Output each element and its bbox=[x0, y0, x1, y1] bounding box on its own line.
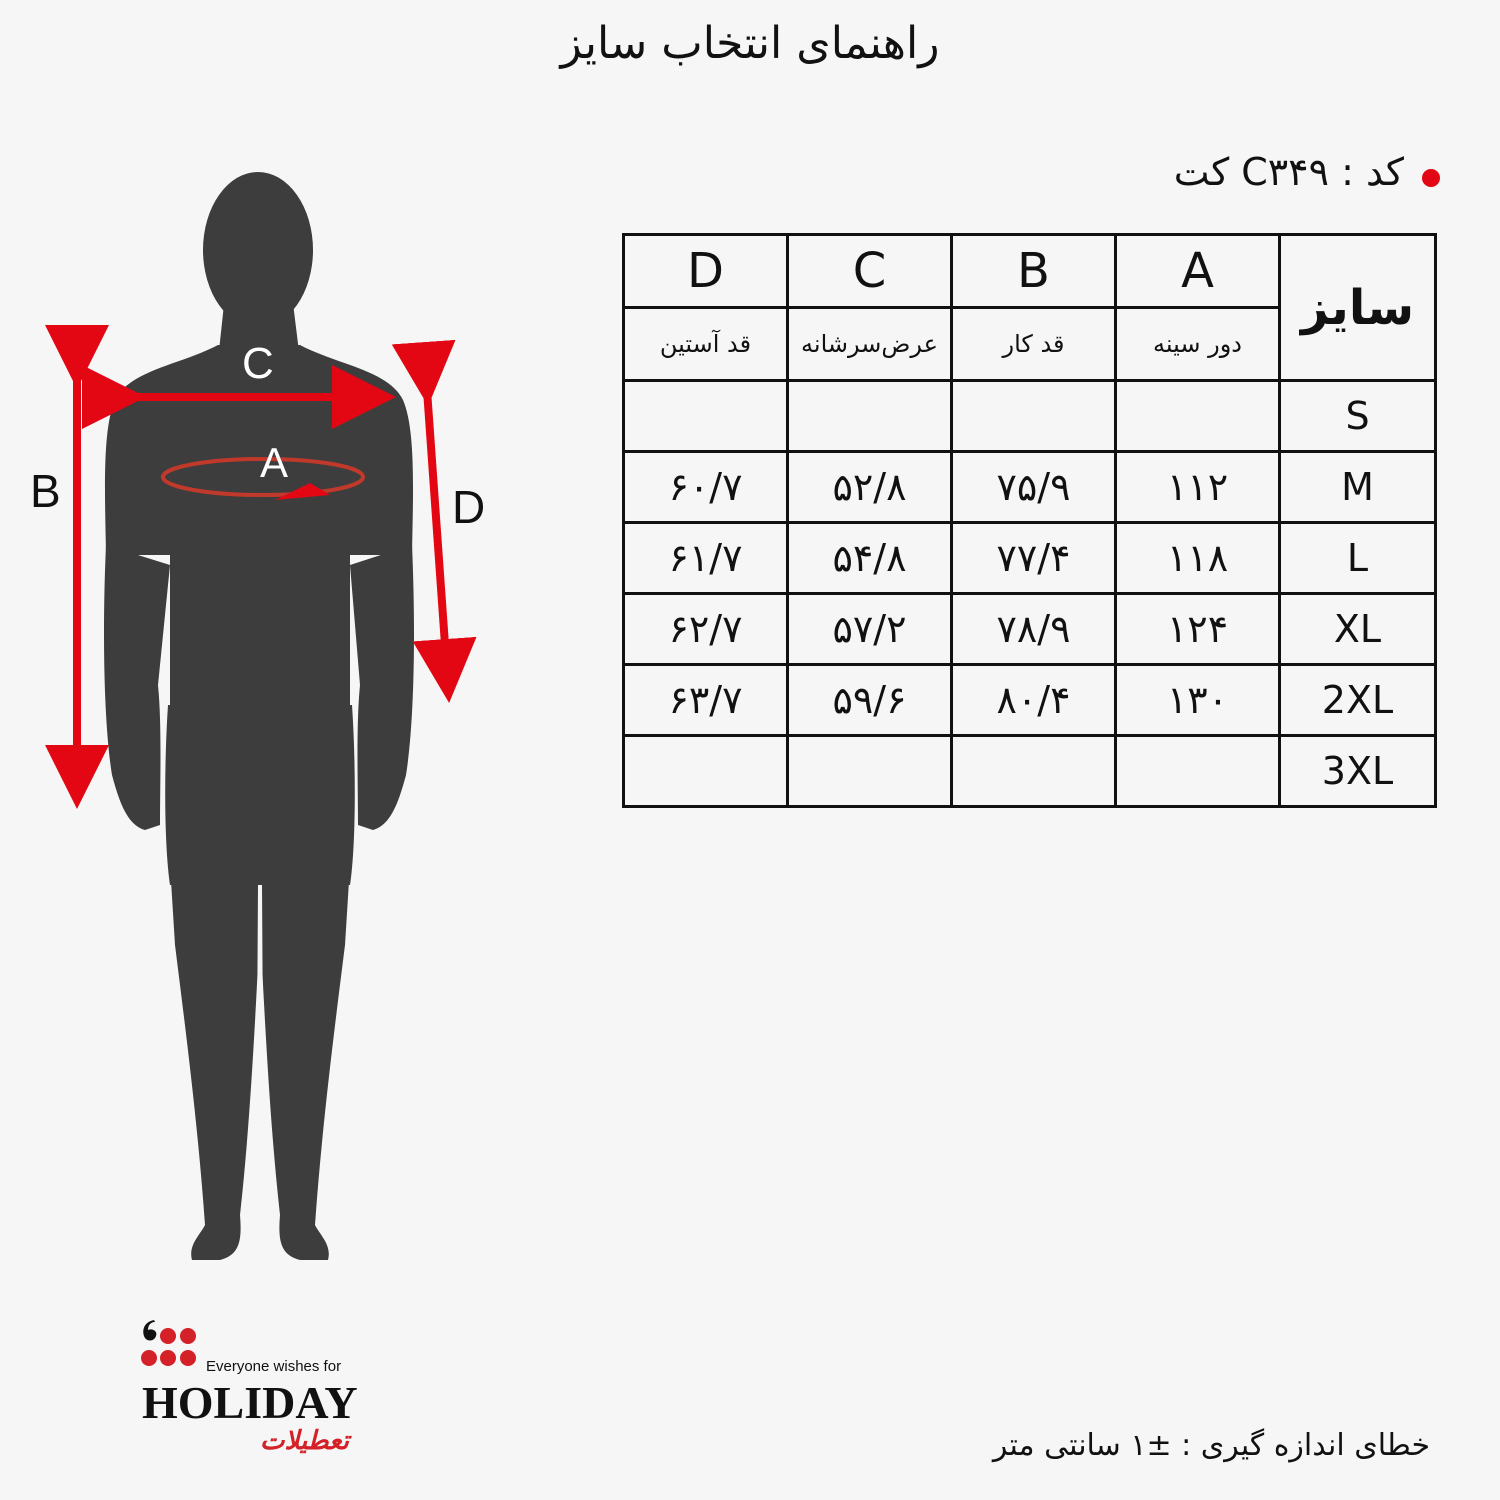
cell-c bbox=[788, 736, 952, 807]
col-label-sleeve: قد آستین bbox=[624, 308, 788, 381]
col-letter-a: A bbox=[1116, 235, 1280, 308]
bullet-dot-icon bbox=[1422, 169, 1440, 187]
cell-size: L bbox=[1280, 523, 1436, 594]
cell-a: ۱۱۸ bbox=[1116, 523, 1280, 594]
cell-a bbox=[1116, 736, 1280, 807]
cell-c bbox=[788, 381, 952, 452]
cell-b: ۷۷/۴ bbox=[952, 523, 1116, 594]
cell-d bbox=[624, 736, 788, 807]
cell-c: ۵۲/۸ bbox=[788, 452, 952, 523]
table-row bbox=[624, 665, 1436, 736]
cell-b bbox=[952, 736, 1116, 807]
cell-d: ۶۳/۷ bbox=[624, 665, 788, 736]
table-header-row bbox=[624, 235, 1436, 308]
cell-b bbox=[952, 381, 1116, 452]
logo-brand-fa: تعطیلات bbox=[260, 1426, 349, 1456]
cell-size: S bbox=[1280, 381, 1436, 452]
col-letter-d: D bbox=[624, 235, 788, 308]
page-title: راهنمای انتخاب سایز bbox=[560, 18, 940, 69]
cell-d: ۶۱/۷ bbox=[624, 523, 788, 594]
col-label-length: قد کار bbox=[952, 308, 1116, 381]
cell-size: 2XL bbox=[1280, 665, 1436, 736]
table-row bbox=[624, 452, 1436, 523]
logo-dots-icon bbox=[140, 1320, 206, 1376]
table-row bbox=[624, 736, 1436, 807]
cell-a bbox=[1116, 381, 1280, 452]
cell-c: ۵۹/۶ bbox=[788, 665, 952, 736]
label-c: C bbox=[242, 339, 274, 388]
cell-b: ۷۸/۹ bbox=[952, 594, 1116, 665]
cell-c: ۵۴/۸ bbox=[788, 523, 952, 594]
holiday-logo bbox=[140, 1320, 380, 1460]
product-code: کد : C۳۴۹ کت bbox=[1173, 150, 1404, 194]
col-label-shoulder: عرض‌سرشانه bbox=[788, 308, 952, 381]
cell-b: ۸۰/۴ bbox=[952, 665, 1116, 736]
table-row bbox=[624, 523, 1436, 594]
cell-a: ۱۱۲ bbox=[1116, 452, 1280, 523]
cell-a: ۱۲۴ bbox=[1116, 594, 1280, 665]
col-label-chest: دور سینه bbox=[1116, 308, 1280, 381]
table-row bbox=[624, 594, 1436, 665]
cell-c: ۵۷/۲ bbox=[788, 594, 952, 665]
cell-a: ۱۳۰ bbox=[1116, 665, 1280, 736]
cell-b: ۷۵/۹ bbox=[952, 452, 1116, 523]
col-letter-b: B bbox=[952, 235, 1116, 308]
product-code-line bbox=[1174, 150, 1440, 194]
table-row bbox=[624, 381, 1436, 452]
body-measurement-figure bbox=[20, 165, 520, 1275]
measurement-error-note: خطای اندازه گیری : ±۱ سانتی متر bbox=[992, 1428, 1430, 1463]
cell-d bbox=[624, 381, 788, 452]
cell-d: ۶۲/۷ bbox=[624, 594, 788, 665]
cell-size: XL bbox=[1280, 594, 1436, 665]
col-letter-c: C bbox=[788, 235, 952, 308]
size-column-header: سایز bbox=[1280, 235, 1436, 381]
label-a: A bbox=[260, 439, 289, 486]
sleeve-arrow bbox=[427, 390, 448, 687]
size-table bbox=[622, 233, 1437, 808]
label-d: D bbox=[452, 481, 486, 533]
cell-size: M bbox=[1280, 452, 1436, 523]
logo-tagline: Everyone wishes for bbox=[206, 1358, 342, 1375]
cell-size: 3XL bbox=[1280, 736, 1436, 807]
logo-brand: HOLIDAY bbox=[142, 1377, 358, 1428]
label-b: B bbox=[30, 465, 61, 517]
cell-d: ۶۰/۷ bbox=[624, 452, 788, 523]
